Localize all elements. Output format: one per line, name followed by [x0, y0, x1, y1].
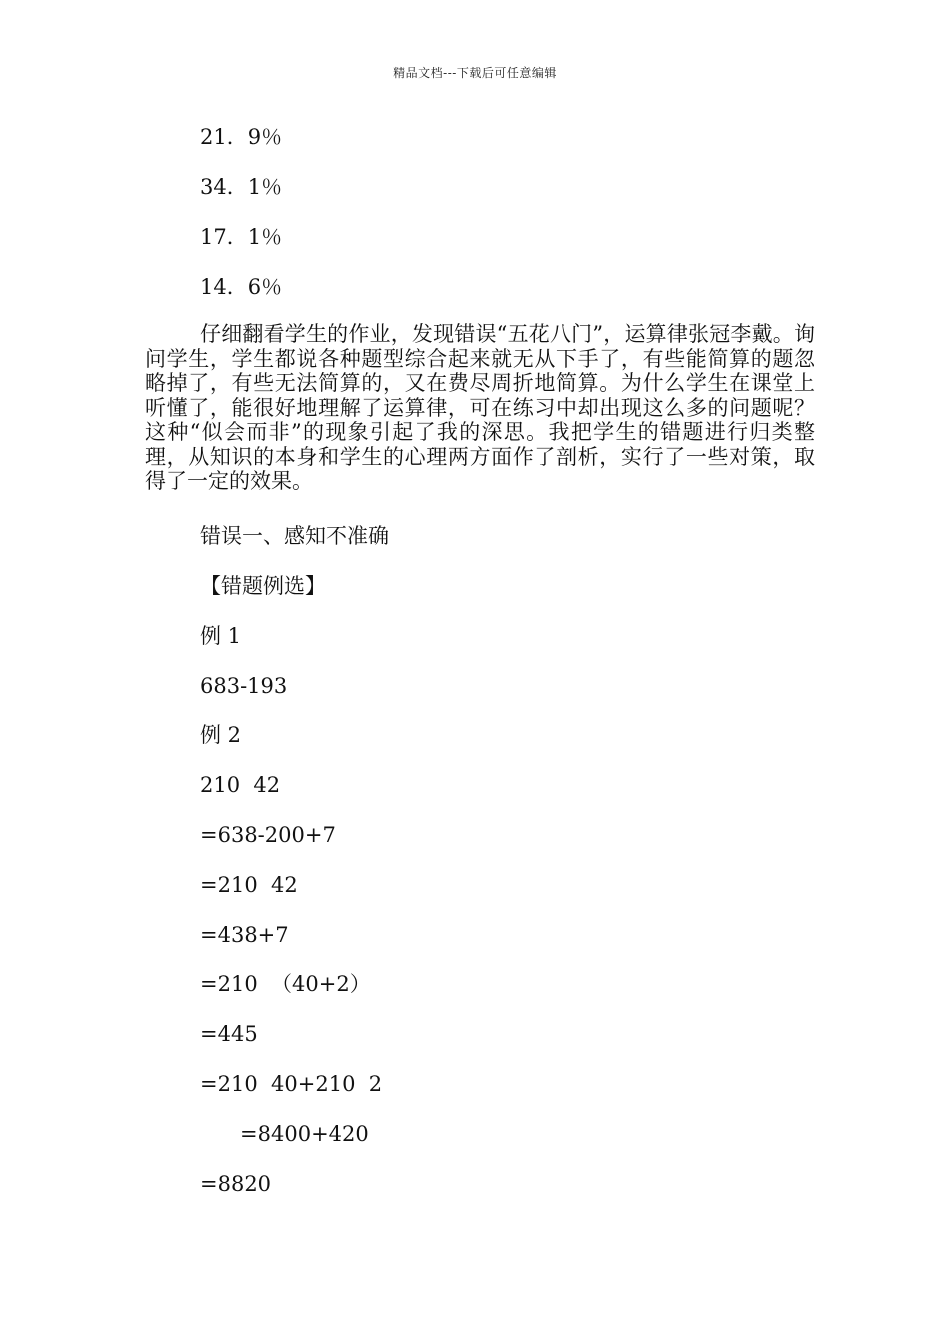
calc-line: =210 （40+2） [200, 972, 371, 996]
page-header: 精品文档---下载后可任意编辑 [393, 66, 557, 80]
calc-line: =445 [200, 1022, 258, 1046]
calc-line: =210 42 [200, 873, 298, 897]
percent-line-2: 34．1％ [200, 175, 283, 199]
calc-line: =638-200+7 [200, 823, 336, 847]
example-1-label: 例 1 [200, 624, 242, 648]
section-title: 错误一、感知不准确 [200, 524, 389, 548]
calc-line: 210 42 [200, 773, 281, 797]
body-paragraph: 仔细翻看学生的作业，发现错误“五花八门”，运算律张冠李戴。询问学生，学生都说各种题型综合起来就无从下手了，有些能简算的题忽略掉了，有些无法简算的，又在费尽周折地简算。为什么学生在课堂上听懂了，能很好地理解了运算律，可在练习中却出现这么多的问题呢？这种“似会而非”的现象引起了我的深思。我把学生的错题进行归类整理，从知识的本身和学生的心理两方面作了剖析，实行了一些对策，取得了一定的效果。 [145, 322, 815, 493]
example-heading: 【错题例选】 [200, 574, 326, 598]
calc-line: =8820 [200, 1172, 272, 1196]
calc-line: =8400+420 [200, 1122, 369, 1146]
calc-line: =438+7 [200, 923, 289, 947]
percent-line-3: 17．1％ [200, 225, 283, 249]
example-2-label: 例 2 [200, 723, 242, 747]
calc-line: =210 40+210 2 [200, 1072, 383, 1096]
calc-line: 683-193 [200, 674, 288, 698]
percent-line-1: 21．9％ [200, 125, 283, 149]
percent-line-4: 14．6％ [200, 275, 283, 299]
